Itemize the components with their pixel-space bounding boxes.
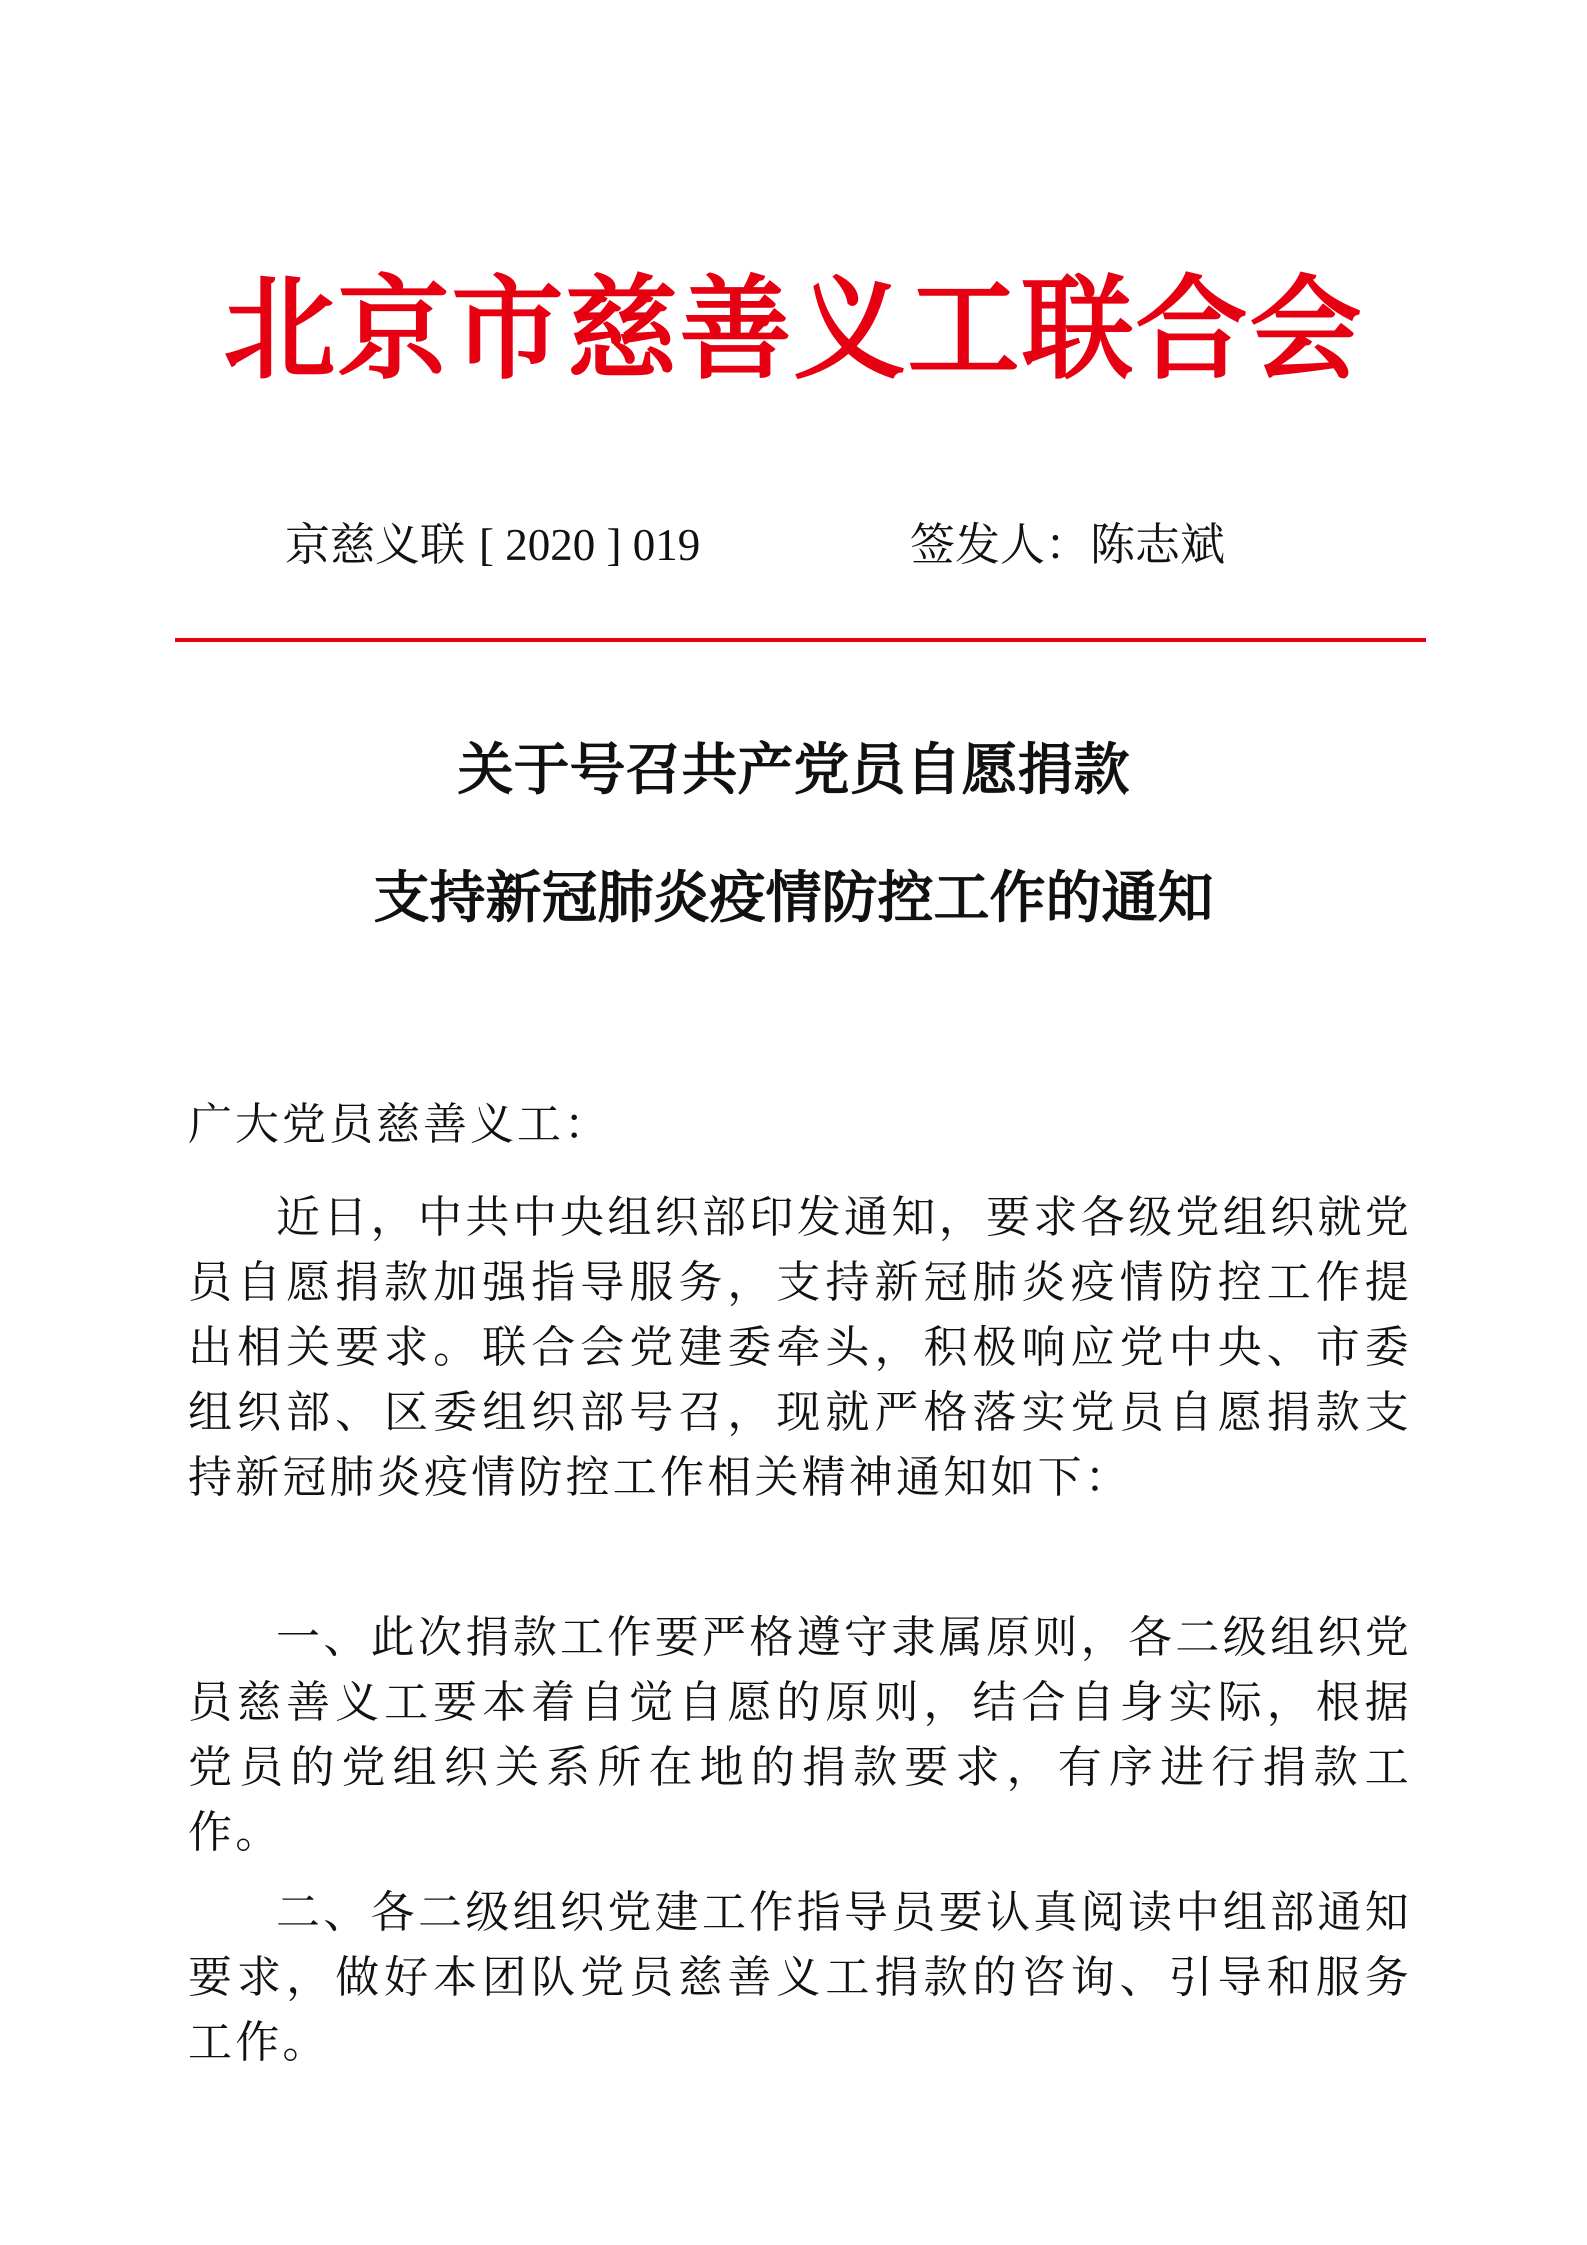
notice-title-line-1: 关于号召共产党员自愿捐款 [457, 737, 1130, 803]
red-separator-line [175, 638, 1426, 642]
body-paragraph-intro: 近日，中共中央组织部印发通知，要求各级党组织就党员自愿捐款加强指导服务，支持新冠肺炎疫情防控工作提出相关要求。联合会党建委牵头，积极响应党中央、市委组织部、区委组织部号召，现就严格落实党员自愿捐款支持新冠肺炎疫情防控工作相关精神通知如下： [188, 1192, 1412, 1503]
salutation: 广大党员慈善义工： [188, 1099, 611, 1150]
body-paragraph-item-1: 一、此次捐款工作要严格遵守隶属原则，各二级组织党员慈善义工要本着自觉自愿的原则，结合自身实际，根据党员的党组织关系所在地的捐款要求，有序进行捐款工作。 [188, 1612, 1412, 1858]
signer-line [910, 515, 1225, 575]
masthead-organization-name: 北京市慈善义工联合会 [223, 264, 1364, 395]
notice-title-line-2: 支持新冠肺炎疫情防控工作的通知 [373, 865, 1214, 931]
body-paragraph-item-2: 二、各二级组织党建工作指导员要认真阅读中组部通知要求，做好本团队党员慈善义工捐款的咨询、引导和服务工作。 [188, 1887, 1412, 2068]
signer-name: 陈志斌 [1090, 518, 1226, 571]
document-number: [ 2020 ] 019 [479, 520, 701, 570]
document-number-line [285, 515, 700, 575]
document-prefix: 京慈义联 [285, 518, 466, 571]
signer-label: 签发人： [910, 518, 1091, 571]
